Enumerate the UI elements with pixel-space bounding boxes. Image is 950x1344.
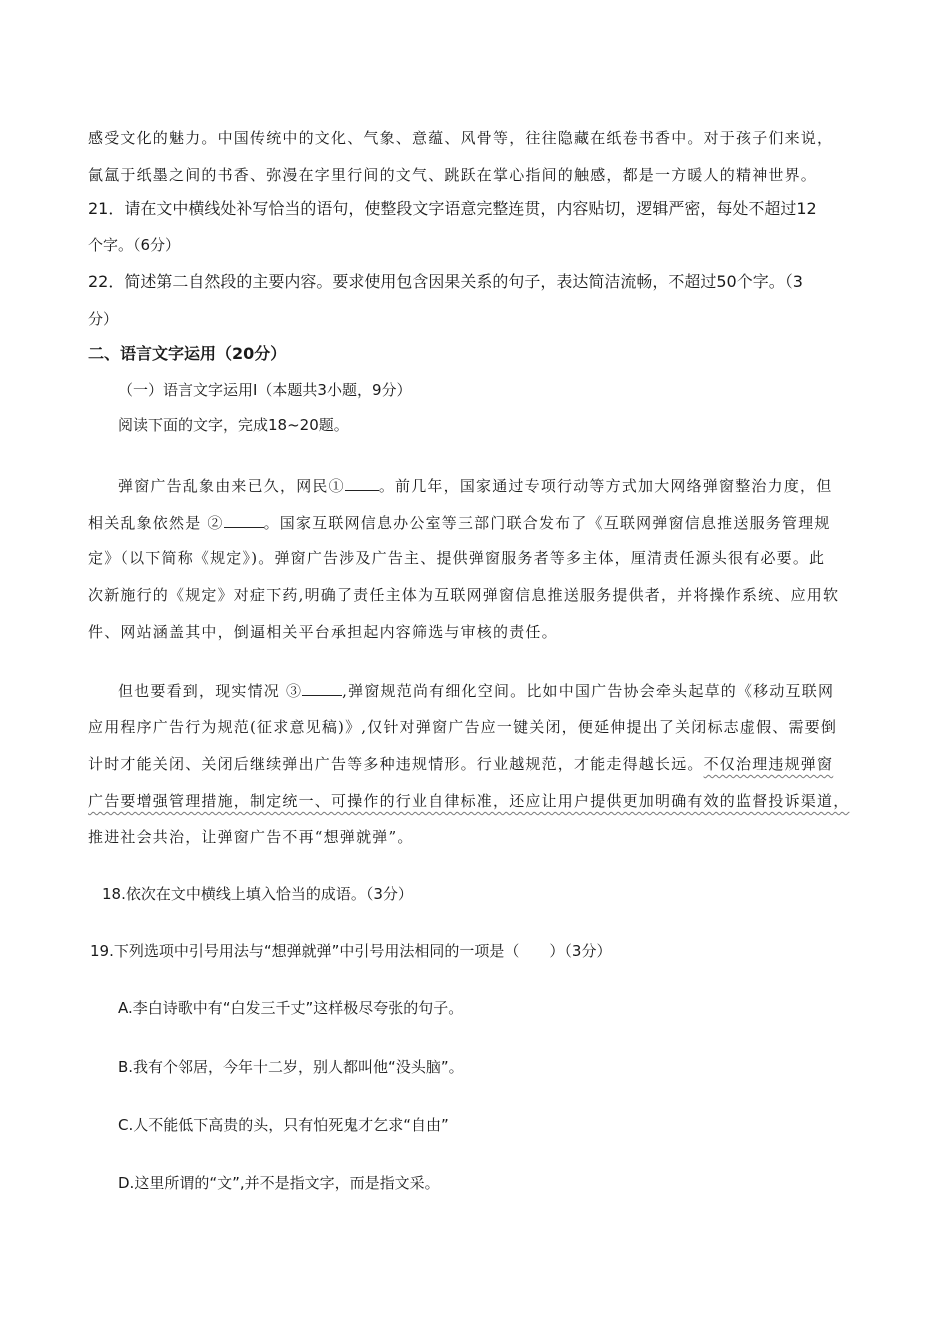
section-title: 二、语言文字运用（20分） xyxy=(88,344,287,363)
paragraph-line: 氤氲于纸墨之间的书香、弥漫在字里行间的文气、跳跃在掌心指间的触感，都是一方暖人的精神世界。 xyxy=(88,166,818,184)
passage-text: 。前几年，国家通过专项行动等方式加大网络弹窗整治力度，但 xyxy=(378,477,833,495)
question-22-line2: 分） xyxy=(88,310,119,328)
passage-line: 件、网站涵盖其中，倒逼相关平台承担起内容筛选与审核的责任。 xyxy=(88,623,558,641)
passage-text: 。国家互联网信息办公室等三部门联合发布了《互联网弹窗信息推送服务管理规 xyxy=(263,514,831,532)
passage-line: 次新施行的《规定》对症下药,明确了责任主体为互联网弹窗信息推送服务提供者，并将操作系统、应用软 xyxy=(88,586,840,604)
wavy-underlined-text: 不仅治理违规弹窗 xyxy=(703,755,834,773)
blank-2 xyxy=(224,512,264,528)
paragraph-line: 感受文化的魅力。中国传统中的文化、气象、意蕴、风骨等，往往隐藏在纸卷书香中。对于孩子们来说， xyxy=(88,129,834,147)
passage-text: 弹窗广告乱象由来已久，网民① xyxy=(118,477,345,495)
question-22-line1: 22．简述第二自然段的主要内容。要求使用包含因果关系的句子，表达简洁流畅，不超过50个字。（3 xyxy=(88,272,803,291)
question-21-line1: 21．请在文中横线处补写恰当的语句，使整段文字语意完整连贯，内容贴切，逻辑严密，每处不超过12 xyxy=(88,199,817,218)
passage-line xyxy=(118,680,834,701)
passage-text: 但也要看到，现实情况 ③ xyxy=(118,682,303,700)
section-subtitle: （一）语言文字运用Ⅰ（本题共3小题，9分） xyxy=(118,381,412,399)
passage-line xyxy=(118,475,832,496)
passage-line: 推进社会共治，让弹窗广告不再“想弹就弹”。 xyxy=(88,828,414,846)
passage-line xyxy=(88,512,831,533)
blank-1 xyxy=(345,475,379,491)
passage-text: ,弹窗规范尚有细化空间。比如中国广告协会牵头起草的《移动互联网 xyxy=(342,682,835,700)
option-c: C.人不能低下高贵的头，只有怕死鬼才乞求“自由” xyxy=(118,1116,449,1134)
passage-line xyxy=(88,754,833,774)
question-18: 18.依次在文中横线上填入恰当的成语。（3分） xyxy=(102,885,413,903)
wavy-underlined-line: 广告要增强管理措施，制定统一、可操作的行业自律标准，还应让用户提供更加明确有效的监督投诉渠道， xyxy=(88,792,850,810)
passage-line: 应用程序广告行为规范(征求意见稿)》,仅针对弹窗广告应一键关闭，便延伸提出了关闭标志虚假、需要倒 xyxy=(88,718,838,736)
option-a: A.李白诗歌中有“白发三千丈”这样极尽夸张的句子。 xyxy=(118,999,464,1017)
option-d: D.这里所谓的“文”,并不是指文字，而是指文采。 xyxy=(118,1174,440,1192)
question-21-line2: 个字。（6分） xyxy=(88,236,181,254)
passage-text: 计时才能关闭、关闭后继续弹出广告等多种违规情形。行业越规范，才能走得越长远。 xyxy=(88,755,704,773)
blank-3 xyxy=(302,680,342,696)
passage-text: 相关乱象依然是 ② xyxy=(88,514,224,532)
section-instruction: 阅读下面的文字，完成18~20题。 xyxy=(118,416,349,434)
passage-line: 定》（以下简称《规定》)。弹窗广告涉及广告主、提供弹窗服务者等多主体，厘清责任源头很有必要。此 xyxy=(88,549,826,567)
question-19-stem: 19.下列选项中引号用法与“想弹就弹”中引号用法相同的一项是（ ）（3分） xyxy=(90,942,612,960)
option-b: B.我有个邻居，今年十二岁，别人都叫他“没头脑”。 xyxy=(118,1058,464,1076)
